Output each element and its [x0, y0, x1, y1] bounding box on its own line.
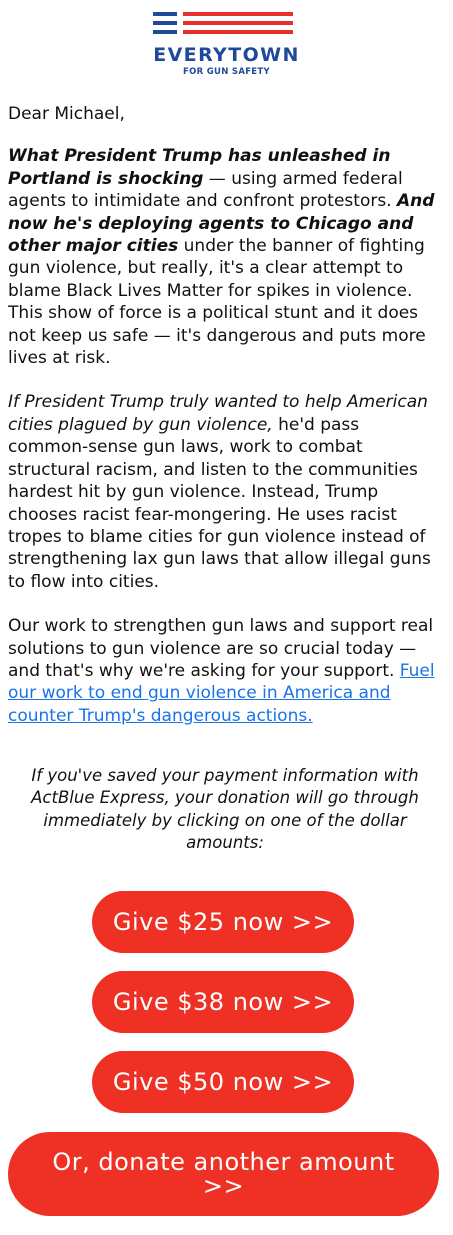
give-25-button[interactable]: Give $25 now >> — [92, 891, 354, 953]
paragraph-2-italic: If President Trump truly wanted to help American cities plagued by gun violence, — [8, 392, 428, 435]
everytown-logo[interactable] — [0, 10, 453, 80]
fuel-our-work-link[interactable]: Fuel our work to end gun violence in America and counter Trump's dangerous actions. — [8, 660, 435, 726]
paragraph-2-text: he'd pass common-sense gun laws, work to combat structural racism, and listen to the communities hardest hit by gun violence. Instead, Trump chooses racist fear-mongering. He uses racist tropes to blame cities for gun violence instead of strengthening lax gun laws that allow illegal guns to flow into cities. — [8, 414, 431, 592]
message-copy — [8, 103, 440, 727]
logo-tagline: FOR GUN SAFETY — [183, 67, 270, 77]
emphasis-portland: What President Trump has unleashed in Portland is shocking — [8, 146, 391, 189]
paragraph-3-text: Our work to strengthen gun laws and support real solutions to gun violence are so crucial today — and that's why we're asking for your support. — [8, 616, 434, 681]
actblue-express-note: If you've saved your payment information with ActBlue Express, your donation will go through immediately by clicking on one of the dollar amounts: — [31, 766, 419, 853]
paragraph-3 — [8, 615, 440, 727]
give-38-button[interactable]: Give $38 now >> — [92, 971, 354, 1033]
paragraph-1-text-b: under the banner of fighting gun violence, but really, it's a clear attempt to blame Black Lives Matter for spikes in violence. This show of force is a political stunt and it does not keep us safe — it's dangerous and puts more lives at risk. — [8, 236, 426, 369]
paragraph-1-text-a: — using armed federal agents to intimidate and confront protestors. — [8, 168, 403, 212]
paragraph-2 — [8, 391, 440, 593]
paragraph-1 — [8, 145, 440, 369]
emphasis-chicago: And now he's deploying agents to Chicago and other major cities — [8, 191, 435, 257]
logo-wordmark: EVERYTOWN — [153, 44, 300, 66]
greeting: Dear Michael, — [8, 104, 125, 124]
flag-stripes-icon — [153, 12, 293, 42]
give-50-button[interactable]: Give $50 now >> — [92, 1051, 354, 1113]
donate-other-amount-button[interactable]: Or, donate another amount >> — [8, 1132, 439, 1216]
